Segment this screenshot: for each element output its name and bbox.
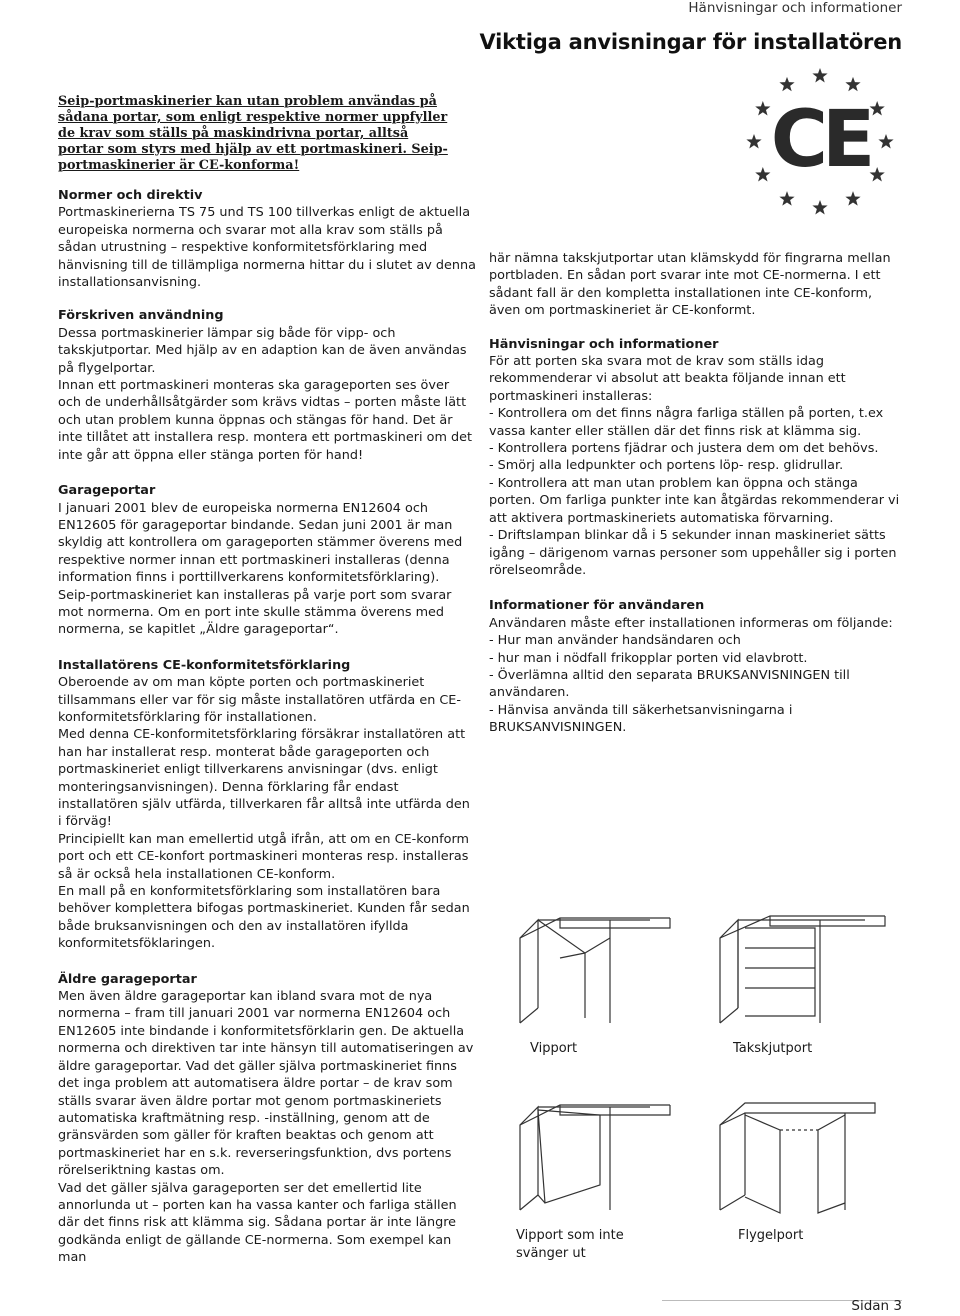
list-item: - Hänvisa använda till säkerhetsanvisningarna i BRUKSANVISNINGEN.: [489, 702, 793, 736]
figure-caption: Takskjutport: [733, 1041, 813, 1056]
star-icon: [746, 134, 761, 148]
figure-caption: svänger ut: [516, 1246, 586, 1261]
list-item: - Hur man använder handsändaren och: [489, 633, 741, 649]
paragraph: Seip-portmaskineriet kan installeras på varje port som svarar mot normerna. Om en port inte skulle stämma överens med normerna, se kapitlet „Äldre garageportar“.: [58, 587, 452, 638]
list-item: - Kontrollera om det finns några farliga ställen på porten, t.ex vassa kanter eller ställen där det finns risk at klämma sig.: [489, 406, 884, 439]
ce-logo: [740, 62, 900, 222]
star-icon: [845, 191, 860, 205]
intro-text: Seip-portmaskinerier kan utan problem användas på sådana portar, som enligt respektive normer uppfyller de krav som ställs på maskindrivna portar, alltså portar som styrs med hjälp av ett portmaskineri. Seip-portmaskinerier är CE-konforma!: [58, 94, 448, 173]
left-column: [58, 94, 476, 1267]
list-item: - Kontrollera portens fjädrar och justera dem om det behövs.: [489, 441, 879, 457]
figure-caption: Vipport: [530, 1041, 578, 1056]
paragraph: Dessa portmaskinerier lämpar sig både för vipp- och takskjutportar. Med hjälp av en adaption kan de även användas på flygelportar.: [58, 325, 467, 376]
page-title: Viktiga anvisningar för installatören: [479, 30, 902, 54]
paragraph: Vad det gäller själva garageporten ser det emellertid lite annorlunda ut – porten kan ha vassa kanter och farliga ställen där det finns risk att klämma sig. Sådana portar är inte längre godkända enligt de gällande CE-normerna. Som exempel kan man: [58, 1180, 457, 1266]
paragraph: Användaren måste efter installationen informeras om följande:: [489, 615, 893, 631]
star-icon: [870, 101, 885, 115]
intro-statement: [58, 94, 453, 174]
paragraph: För att porten ska svara mot de krav som ställs idag rekommenderar vi absolut att beakta följande innan ett portmaskineri installeras:: [489, 354, 846, 404]
section-installator: [58, 657, 476, 953]
section-heading: Äldre garageportar: [58, 971, 197, 987]
star-icon: [779, 191, 794, 205]
section-anvandare: [489, 597, 904, 736]
paragraph: här nämna takskjutportar utan klämskydd för fingrarna mellan portbladen. En sådan port svarar inte mot CE-normerna. I ett sådant fall är den kompletta installationen inte CE-konform, även om portmaskineriet är CE-konformt.: [489, 251, 891, 319]
section-heading: Garageportar: [58, 483, 156, 499]
paragraph: I januari 2001 blev de europeiska normerna EN12604 och EN12605 för garageportar bindande. Sedan juni 2001 är man skyldig att kontrollera om garageporten stämmer överens med respektive normer innan ett portmaskineri installeras (denna information finns i porttillverkarens konformitetsförklaring).: [58, 500, 463, 586]
star-icon: [878, 134, 893, 148]
list-item: - hur man i nödfall frikopplar porten vid elavbrott.: [489, 650, 808, 666]
star-icon: [779, 77, 794, 91]
paragraph: En mall på en konformitetsförklaring som installatören bara behöver komplettera bifogas portmaskineriet. Kunden får sedan både bruksanvisningen och den av installatören ifyllda konformitetsföklaringen.: [58, 884, 470, 952]
right-column: [489, 250, 904, 737]
section-heading: Förskriven användning: [58, 308, 224, 324]
list-item: - Driftslampan blinkar då i 5 sekunder innan maskineriet sätts igång – därigenom varnas personer som uppehåller sig i porten rörelseområde.: [489, 528, 897, 578]
section-aldre: [58, 971, 476, 1267]
section-normer: [58, 187, 476, 291]
section-body: Portmaskinerierna TS 75 und TS 100 tillverkas enligt de aktuella europeiska normerna och svarar mot alla krav som ställs på sådan utrustning – respektive konformitetsförklaring med hänvisning till de tillämpliga normerna hittar du i slutet av denna installationsanvisning.: [58, 205, 476, 291]
paragraph: Oberoende av om man köpte porten och portmaskineriet tillsammans eller var för sig måste installatören utfärda en CE-konformitetsförklaring för installationen.: [58, 675, 462, 725]
list-item: - Smörj alla ledpunkter och portens löp- resp. glidrullar.: [489, 458, 844, 474]
section-heading: Hänvisningar och informationer: [489, 336, 719, 352]
paragraph: Innan ett portmaskineri monteras ska garageporten ses över och de underhållsåtgärder som krävs vidtas – porten måste lätt och utan problem kunna öppnas och stängas för hand. Det är inte tillåtet att installera resp. montera ett portmaskineri om det inte går att öppna eller stänga porten för hand!: [58, 378, 473, 463]
figure-caption: Vipport som inte: [516, 1228, 624, 1243]
section-heading: Installatörens CE-konformitetsförklaring: [58, 657, 351, 673]
star-icon: [845, 77, 860, 91]
page-number: Sidan 3: [851, 1298, 902, 1314]
section-hanvisningar: [489, 336, 904, 580]
section-garageportar: [58, 482, 476, 639]
star-icon: [755, 101, 770, 115]
flygelport-illustration: [700, 1085, 900, 1225]
star-icon: [812, 68, 827, 82]
paragraph: Principiellt kan man emellertid utgå ifrån, att om en CE-konform port och ett CE-konfort portmaskineri monteras resp. installeras så är också hela installationen CE-konform.: [58, 831, 469, 882]
ce-mark-icon: CE: [770, 95, 870, 185]
vipport-illustration: [500, 898, 690, 1038]
list-item: - Överlämna alltid den separata BRUKSANVISNINGEN till användaren.: [489, 667, 850, 701]
list-item: - Kontrollera att man utan problem kan öppna och stänga porten. Om farliga punkter inte kan åtgärdas rekommenderar vi att aktivera portmaskineriets automatiska förvarning.: [489, 475, 900, 526]
paragraph: Men även äldre garageportar kan ibland svara mot de nya normerna – fram till januari 2001 var normerna EN12604 och EN12605 inte bindande i konformitetsförklarin gen. De aktuella normerna och direktiven tar inte hänsyn till automatiseringen av äldre garageportar. Vad det gäller själva portmaskineriet finns det inga problem att automatisera äldre portar – de krav som ställs svarar även äldre portar mot genom portmaskineriets automatiska kraftmätning resp. -inställning, genom att de gränsvärden som gäller för kraften beaktas och genom att portmaskineriet har en s.k. reverseringsfunktion, dvs portens rörelseriktning kastas om.: [58, 989, 474, 1179]
takskjutport-illustration: [700, 898, 900, 1038]
paragraph: Med denna CE-konformitetsförklaring försäkrar installatören att han har installerat resp. monterat både garageporten och portmaskineriet enligt tillverkarens anvisningar (dvs. enligt monteringsanvisningen). Denna förklaring får endast installatören själv utfärda, tillverkaren får alltså inte utfärda den i förväg!: [58, 727, 470, 830]
vipport-inte-illustration: [500, 1085, 690, 1225]
star-icon: [870, 167, 885, 181]
section-heading: Informationer för användaren: [489, 598, 705, 614]
header-section-label: Hänvisningar och informationer: [688, 0, 902, 16]
star-icon: [755, 167, 770, 181]
figure-caption: Flygelport: [738, 1228, 804, 1243]
section-heading: Normer och direktiv: [58, 188, 203, 203]
section-forskriven: [58, 307, 476, 464]
star-icon: [812, 200, 827, 214]
